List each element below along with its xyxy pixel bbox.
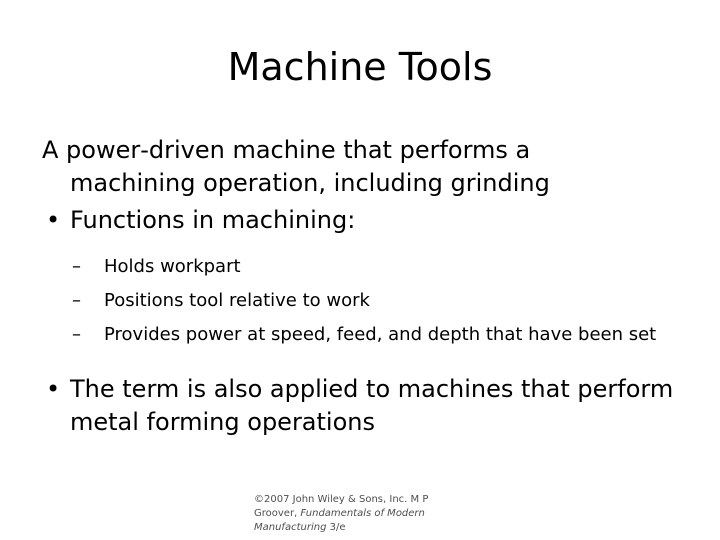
dash-marker: – <box>72 290 81 311</box>
slide-title: Machine Tools <box>227 45 493 89</box>
bullet-functions <box>42 204 682 237</box>
bullet-marker: • <box>46 375 61 403</box>
bullet-metal-forming <box>42 373 682 439</box>
sub-item-provides-power <box>72 323 682 347</box>
intro-line-2: machining operation, including grinding <box>70 169 550 197</box>
sub-item-text: Provides power at speed, feed, and depth that have been set <box>104 324 657 345</box>
dash-marker: – <box>72 256 81 277</box>
dash-marker: – <box>72 324 81 345</box>
sub-item-text: Positions tool relative to work <box>104 290 370 311</box>
slide-content <box>42 134 682 439</box>
functions-sub-list <box>42 255 682 347</box>
footer-prefix: ©2007 John Wiley & Sons, Inc. M P Groover, <box>254 494 429 519</box>
sub-item-positions-tool <box>72 289 682 313</box>
bullet-text: Functions in machining: <box>70 206 356 234</box>
bullet-text: The term is also applied to machines that perform metal forming operations <box>70 375 674 436</box>
footer-book-title: Fundamentals of Modern Manufacturing <box>254 508 425 533</box>
sub-item-text: Holds workpart <box>104 256 241 277</box>
intro-paragraph <box>42 134 682 200</box>
intro-line-1: A power‐driven machine that performs a <box>42 136 531 164</box>
footer-suffix: 3/e <box>326 522 346 533</box>
sub-item-holds-workpart <box>72 255 682 279</box>
bullet-marker: • <box>46 206 61 234</box>
copyright-footer <box>254 493 454 535</box>
